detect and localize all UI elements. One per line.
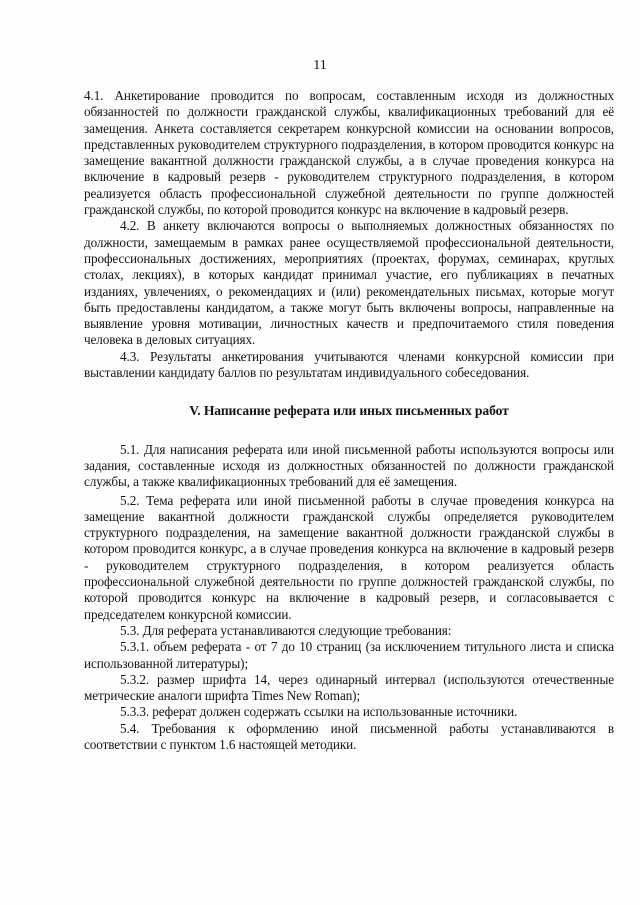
paragraph-5-3-1: 5.3.1. объем реферата - от 7 до 10 страниц (за исключением титульного листа и списка использованной литературы); (84, 639, 614, 671)
paragraph-5-1: 5.1. Для написания реферата или иной письменной работы используются вопросы или задания, составленные исходя из должностных обязанностей по должности гражданской службы, а также квалификационных требований для её замещения. (84, 441, 614, 490)
paragraph-4-3: 4.3. Результаты анкетирования учитываются членами конкурсной комиссии при выставлении кандидату баллов по результатам индивидуального собеседования. (84, 348, 614, 381)
page-number: 11 (313, 58, 327, 73)
paragraph-4-1: 4.1. Анкетирование проводится по вопросам, составленным исходя из должностных обязанностей по должности гражданской службы, квалификационных требований для её замещения. Анкета составляется секретарем конкурсной комиссии на основании вопросов, представленных руководителем структурного подразделения, в котором проводится конкурс на замещение вакантной должности гражданской службы, а в случае проведения конкурса на включение в кадровый резерв - руководителем структурного подразделения, в котором реализуется область профессиональной служебной деятельности по группе должностей гражданской службы, по которой проводится конкурс на включение в кадровый резерв. (84, 88, 614, 218)
paragraph-5-3: 5.3. Для реферата устанавливаются следующие требования: (120, 622, 452, 638)
paragraph-5-3-2: 5.3.2. размер шрифта 14, через одинарный интервал (используются отечественные метрические аналоги шрифта Times New Roman); (84, 671, 614, 704)
paragraph-5-2: 5.2. Тема реферата или иной письменной работы в случае проведения конкурса на замещение вакантной должности гражданской службы определяется руководителем структурного подразделения, на замещение вакантной должности гражданской службы в котором проводится конкурс, а в случае проведения конкурса на включение в кадровый резерв - руководителем структурного подразделения, в котором реализуется область профессиональной служебной деятельности по группе должностей гражданской службы, по которой проводится конкурс на включение в кадровый резерв, и согласовывается с председателем конкурсной комиссии. (84, 492, 614, 622)
document-body (84, 88, 614, 753)
section-heading: V. Написание реферата или иных письменных работ (189, 403, 509, 419)
paragraph-4-2: 4.2. В анкету включаются вопросы о выполняемых должностных обязанностях по должности, замещаемым в рамках ранее осуществляемой профессиональной деятельности, профессиональных достижениях, мероприятиях (проектах, форумах, семинарах, круглых столах, лекциях), в которых кандидат принимал участие, его публикациях в печатных изданиях, увлечениях, о рекомендациях и (или) рекомендательных письмах, которые могут быть предоставлены кандидатом, а также могут быть включены вопросы, направленные на выявление уровня мотивации, личностных качеств и предпочитаемого стиля поведения человека в деловых ситуациях. (84, 218, 614, 348)
paragraph-5-4: 5.4. Требования к оформлению иной письменной работы устанавливаются в соответствии с пунктом 1.6 настоящей методики. (84, 720, 614, 752)
paragraph-5-3-3: 5.3.3. реферат должен содержать ссылки на использованные источники. (120, 704, 518, 720)
